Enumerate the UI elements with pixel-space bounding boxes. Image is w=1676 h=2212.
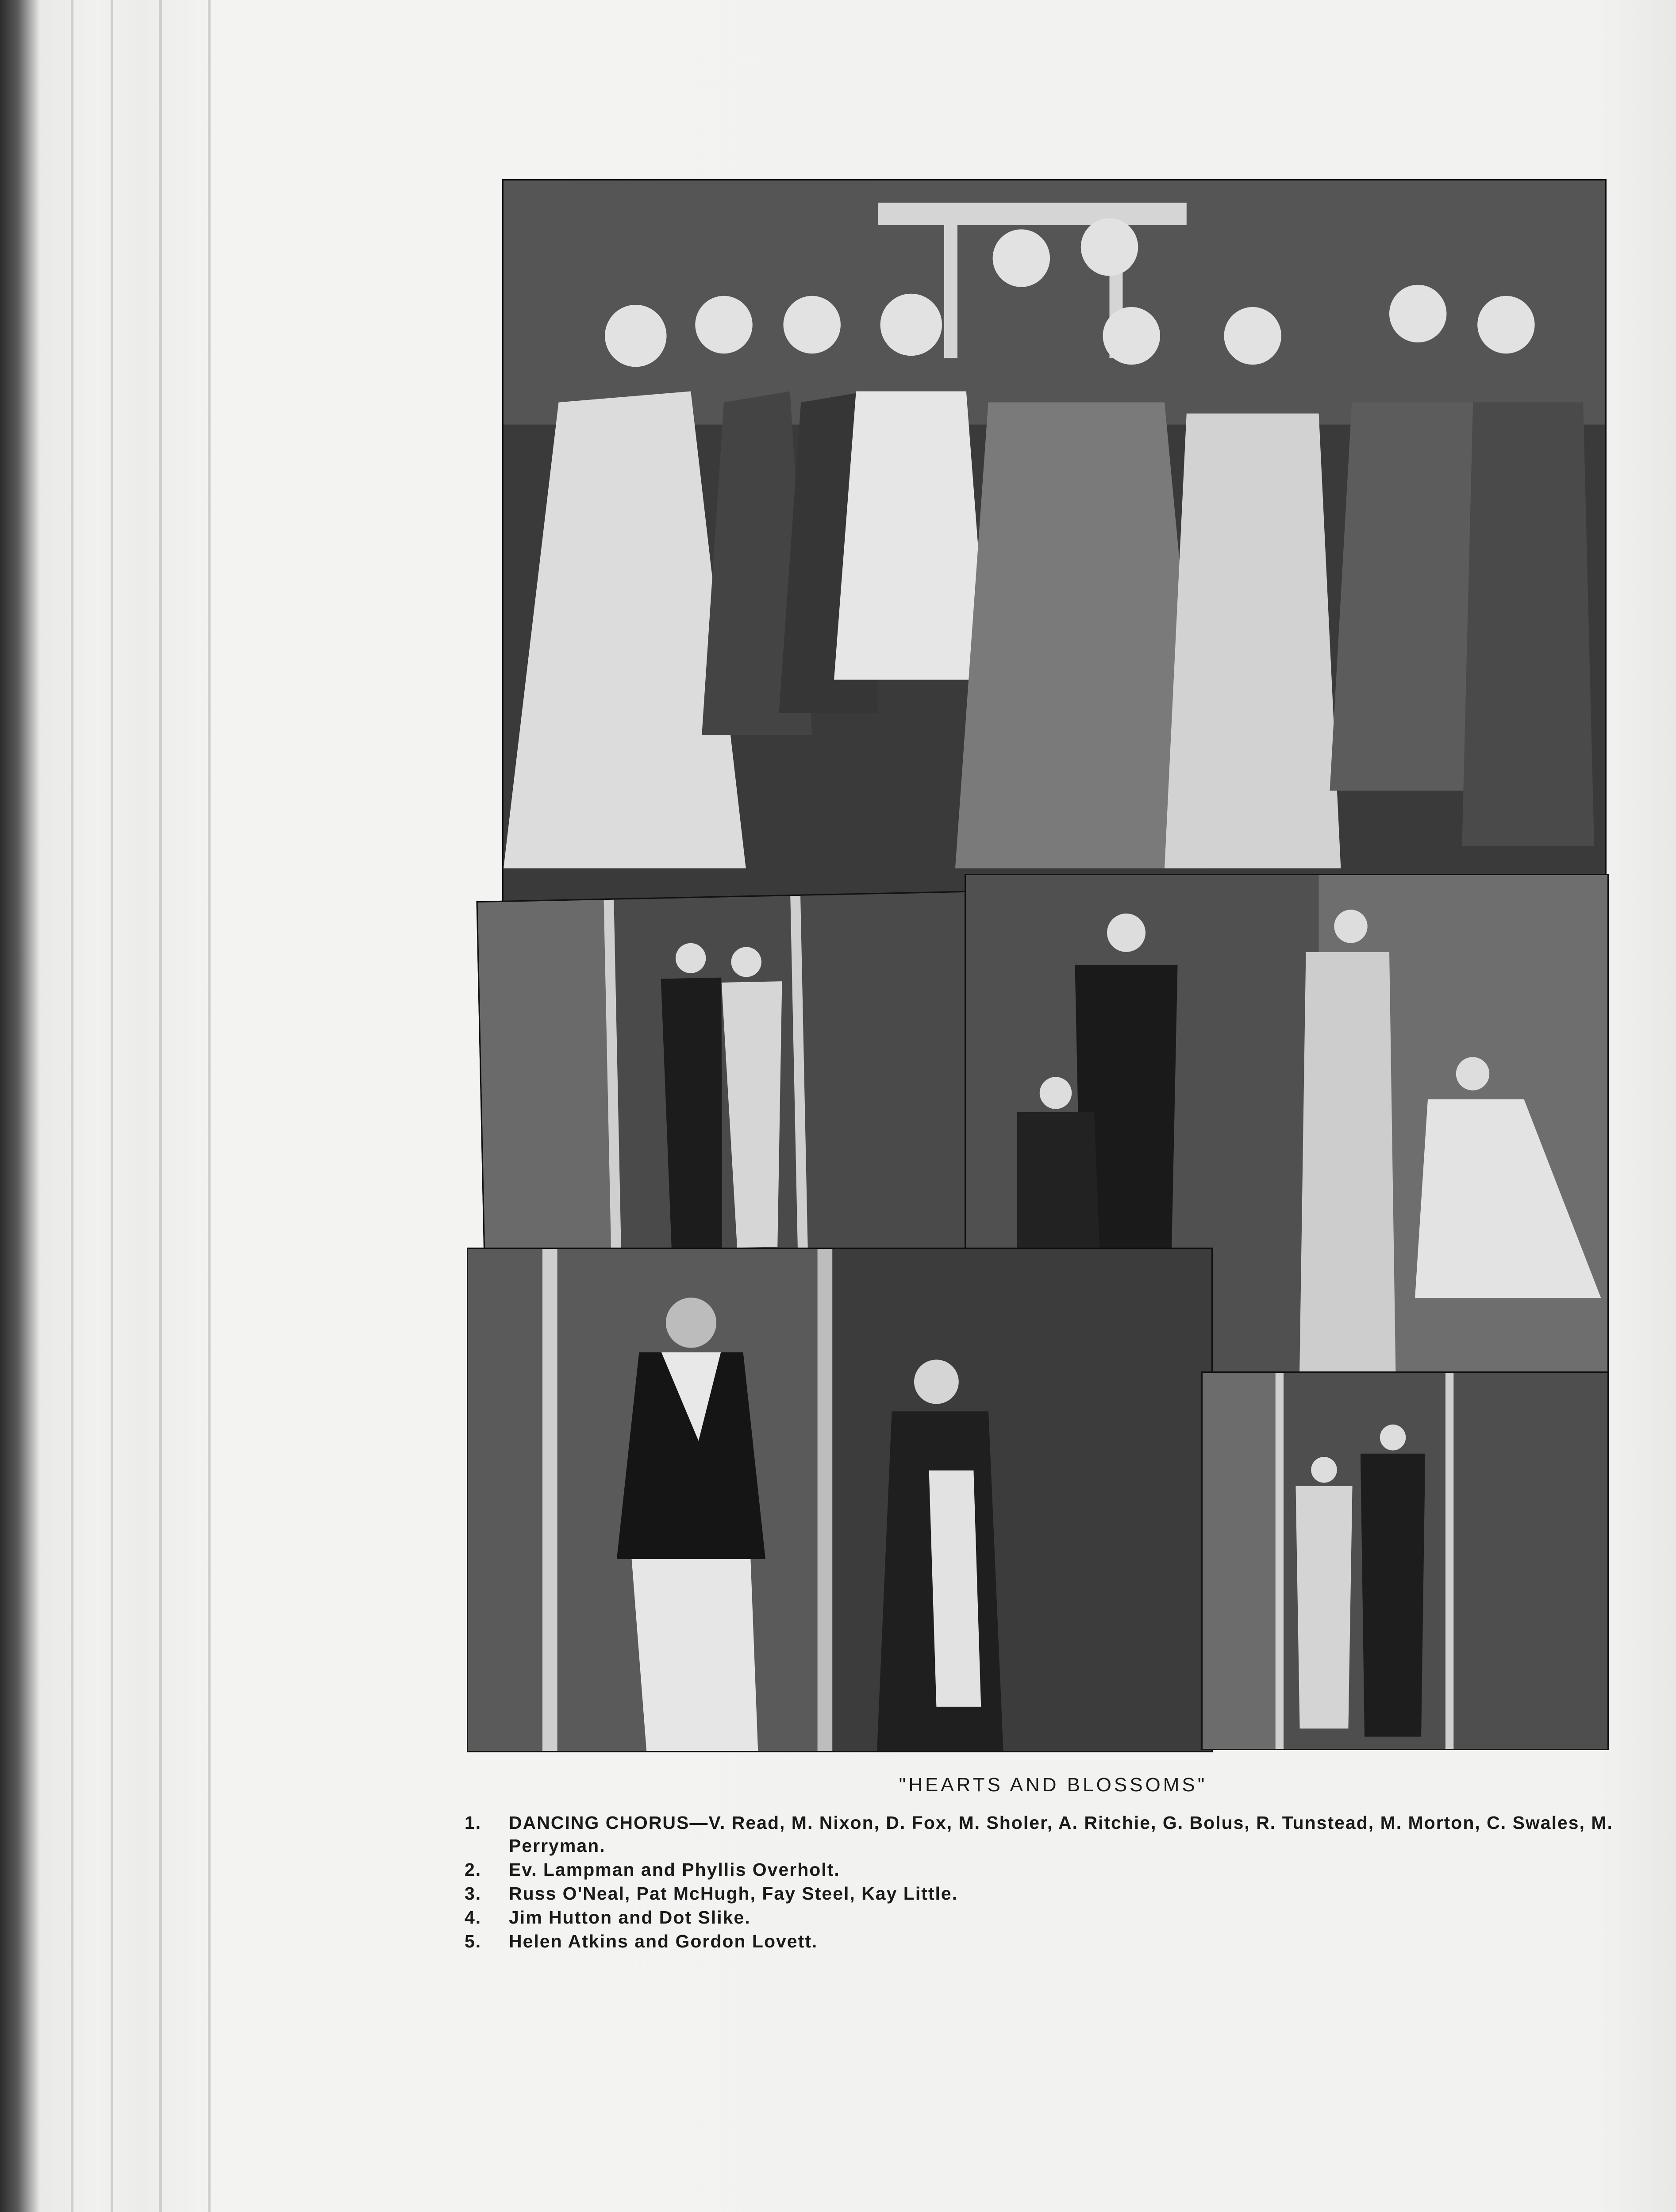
binding-edge [71, 0, 73, 2212]
photo-hutton-slike [467, 1248, 1213, 1752]
caption-item [465, 1858, 1615, 1881]
caption-number: 2. [465, 1859, 482, 1880]
binding-edge [208, 0, 211, 2212]
caption-number: 4. [465, 1907, 482, 1928]
caption-text: Helen Atkins and Gordon Lovett. [509, 1931, 818, 1951]
caption-text: DANCING CHORUS—V. Read, M. Nixon, D. Fox, M. Sholer, A. Ritchie, G. Bolus, R. Tunstead, M. Morton, C. Swales, M. Perryman. [509, 1813, 1613, 1856]
caption-item [465, 1906, 1615, 1929]
photo-atkins-lovett [1201, 1371, 1609, 1750]
caption-item [465, 1811, 1615, 1857]
photo-dancing-chorus [502, 179, 1607, 903]
caption-item [465, 1930, 1615, 1953]
caption-block [465, 1774, 1615, 1954]
caption-item [465, 1882, 1615, 1905]
binding-edge [159, 0, 162, 2212]
photo-lampman-overholt [477, 891, 991, 1264]
caption-number: 1. [465, 1813, 482, 1833]
caption-number: 5. [465, 1931, 482, 1951]
caption-text: Ev. Lampman and Phyllis Overholt. [509, 1859, 840, 1880]
caption-text: Jim Hutton and Dot Slike. [509, 1907, 751, 1928]
caption-list [465, 1811, 1615, 1953]
caption-title: "HEARTS AND BLOSSOMS" [899, 1774, 1207, 1796]
caption-number: 3. [465, 1883, 482, 1904]
caption-text: Russ O'Neal, Pat McHugh, Fay Steel, Kay Little. [509, 1883, 958, 1904]
binding-edge [111, 0, 113, 2212]
